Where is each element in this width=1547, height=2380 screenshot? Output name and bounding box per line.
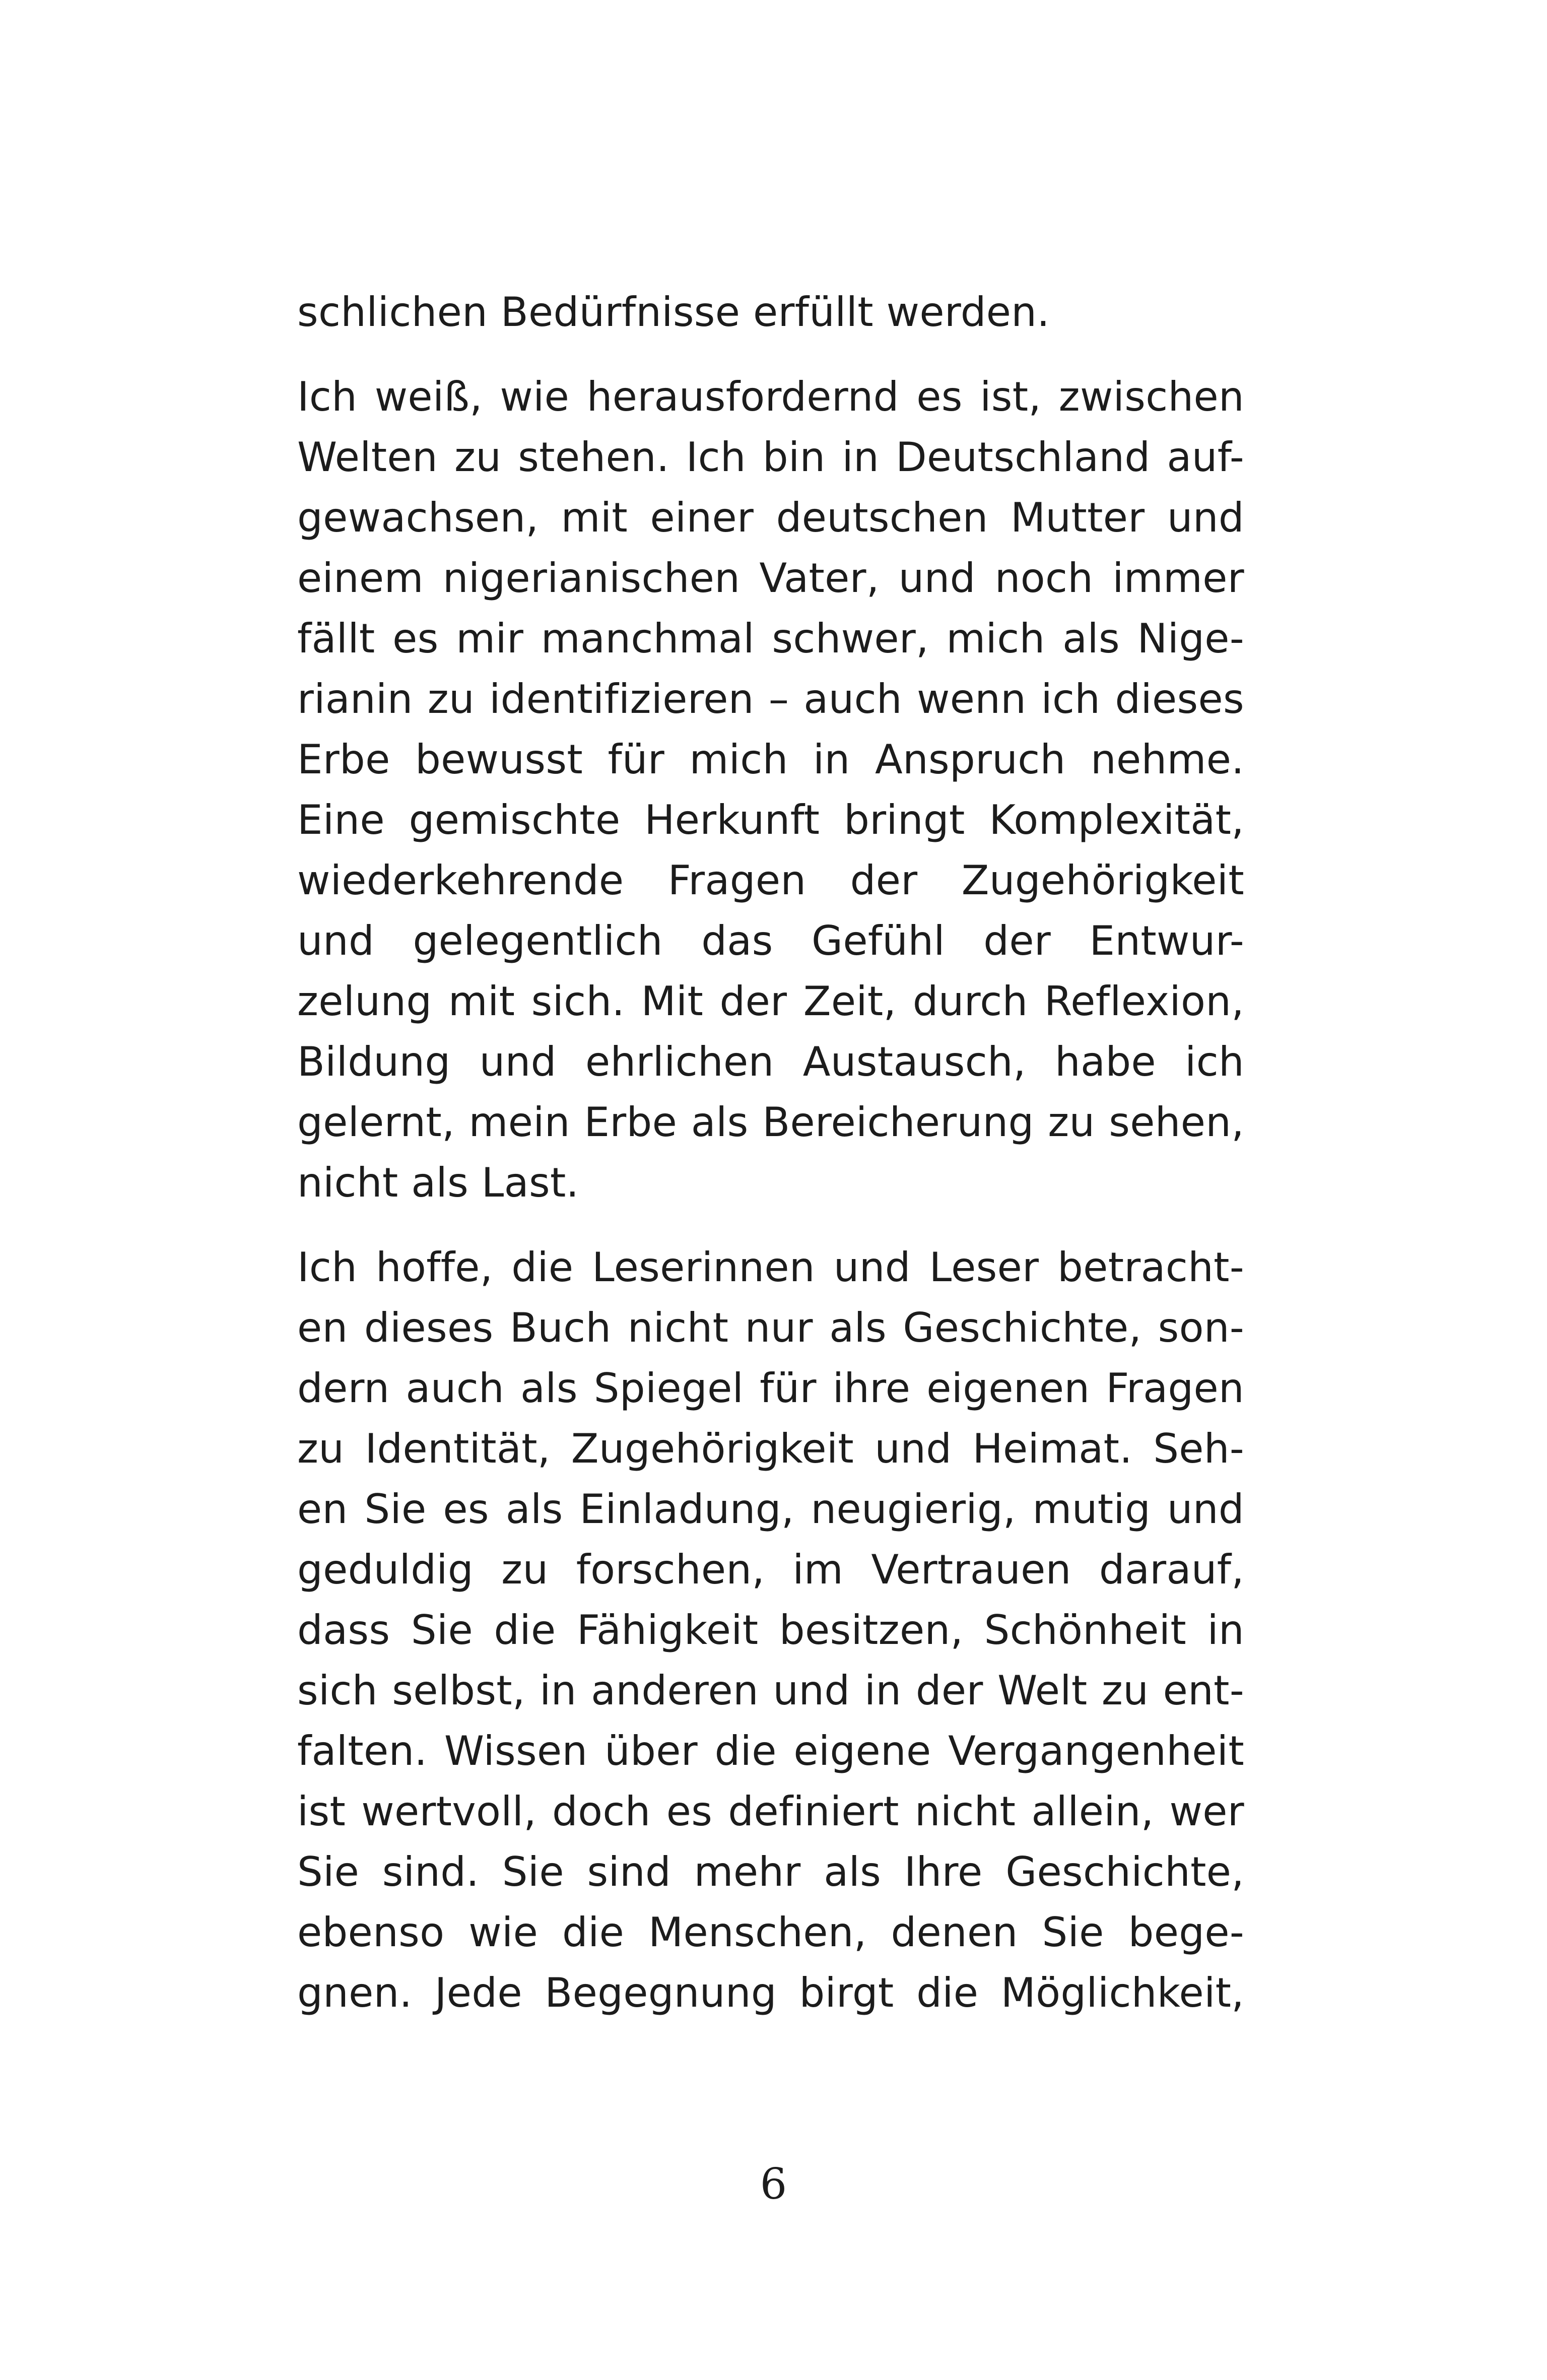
text-line: gnen. Jede Begegnung birgt die Möglichkeit, <box>297 1969 1244 2016</box>
text-line: Sie sind. Sie sind mehr als Ihre Geschichte, <box>297 1848 1244 1895</box>
text-line: und gelegentlich das Gefühl der Entwur- <box>297 917 1244 964</box>
text-line: einem nigerianischen Vater, und noch immer <box>297 555 1244 602</box>
text-line: ist wertvoll, doch es definiert nicht allein, wer <box>297 1788 1244 1835</box>
page-number: 6 <box>760 2159 787 2209</box>
text-line: rianin zu identifizieren – auch wenn ich dieses <box>297 676 1244 722</box>
text-line: schlichen Bedürfnisse erfüllt werden. <box>297 289 1050 336</box>
text-line: en Sie es als Einladung, neugierig, mutig und <box>297 1486 1244 1533</box>
body-text <box>297 282 1244 2047</box>
text-line: Bildung und ehrlichen Austausch, habe ich <box>297 1038 1244 1085</box>
text-line: gelernt, mein Erbe als Bereicherung zu sehen, <box>297 1099 1244 1146</box>
text-line: en dieses Buch nicht nur als Geschichte, son- <box>297 1304 1244 1351</box>
text-line: ebenso wie die Menschen, denen Sie bege- <box>297 1909 1244 1956</box>
text-line: zelung mit sich. Mit der Zeit, durch Reflexion, <box>297 978 1244 1025</box>
paragraph-3 <box>297 1237 1244 2023</box>
text-line: gewachsen, mit einer deutschen Mutter und <box>297 494 1244 541</box>
text-line: dass Sie die Fähigkeit besitzen, Schönheit in <box>297 1607 1244 1654</box>
text-line: Ich weiß, wie herausfordernd es ist, zwischen <box>297 373 1244 420</box>
text-line: Erbe bewusst für mich in Anspruch nehme. <box>297 736 1244 783</box>
text-line: Welten zu stehen. Ich bin in Deutschland auf- <box>297 434 1244 481</box>
text-line: zu Identität, Zugehörigkeit und Heimat. Seh- <box>297 1425 1244 1472</box>
text-line: Ich hoffe, die Leserinnen und Leser betracht- <box>297 1244 1244 1291</box>
paragraph-1 <box>297 282 1244 343</box>
text-line: Eine gemischte Herkunft bringt Komplexität, <box>297 797 1244 843</box>
paragraph-2 <box>297 367 1244 1213</box>
text-line: falten. Wissen über die eigene Vergangenheit <box>297 1728 1244 1774</box>
text-line: fällt es mir manchmal schwer, mich als Nige- <box>297 615 1244 662</box>
text-line: sich selbst, in anderen und in der Welt zu ent- <box>297 1667 1244 1714</box>
text-line: nicht als Last. <box>297 1159 579 1206</box>
text-line: wiederkehrende Fragen der Zugehörigkeit <box>297 857 1244 904</box>
text-line: dern auch als Spiegel für ihre eigenen Fragen <box>297 1365 1244 1412</box>
text-line: geduldig zu forschen, im Vertrauen darauf, <box>297 1546 1244 1593</box>
